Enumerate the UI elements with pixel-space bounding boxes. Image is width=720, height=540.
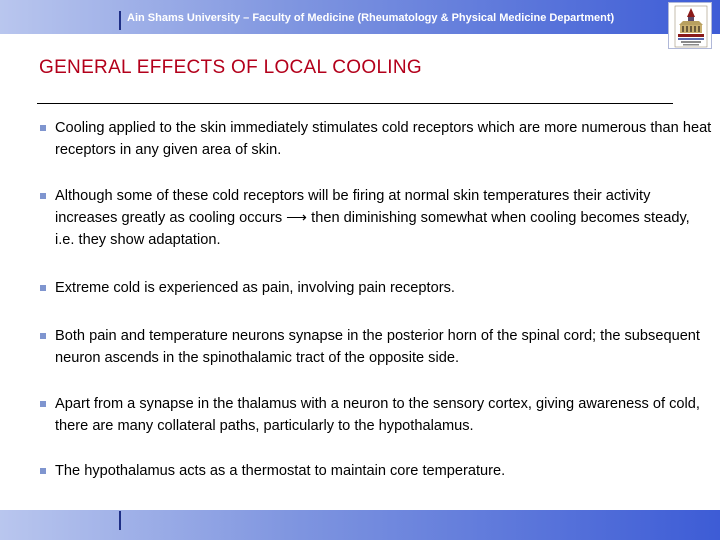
bullet-text: The hypothalamus acts as a thermostat to maintain core temperature. xyxy=(55,463,506,479)
square-bullet-icon xyxy=(40,333,46,339)
title-divider xyxy=(37,103,673,104)
slide-title: GENERAL EFFECTS OF LOCAL COOLING xyxy=(39,57,422,78)
bullet-text: Apart from a synapse in the thalamus with a neuron to the sensory cortex, giving awareness of cold, there are many collateral paths, particularly to the hypothalamus. xyxy=(55,396,700,434)
footer-divider xyxy=(119,511,121,530)
bullet-text: Cooling applied to the skin immediately stimulates cold receptors which are more numerous than heat receptors in any given area of skin. xyxy=(55,120,712,158)
bullet-text: Although some of these cold receptors will be firing at normal skin temperatures their activity increases greatly as cooling occurs ⟶ then diminishing somewhat when cooling becomes steady, i.e. they show adaptation. xyxy=(55,188,690,248)
bullet-text: Both pain and temperature neurons synapse in the posterior horn of the spinal cord; the subsequent neuron ascends in the spinothalamic tract of the opposite side. xyxy=(55,328,700,366)
bullet-text: Extreme cold is experienced as pain, involving pain receptors. xyxy=(55,280,455,296)
bullet-item xyxy=(40,460,712,482)
square-bullet-icon xyxy=(40,193,46,199)
bullet-item xyxy=(40,185,712,251)
header-divider xyxy=(119,11,121,30)
square-bullet-icon xyxy=(40,125,46,131)
bullet-item xyxy=(40,277,712,299)
square-bullet-icon xyxy=(40,401,46,407)
square-bullet-icon xyxy=(40,468,46,474)
university-crest-icon xyxy=(668,2,712,49)
bullet-item xyxy=(40,117,712,161)
bullet-item xyxy=(40,393,712,437)
square-bullet-icon xyxy=(40,285,46,291)
bullet-item xyxy=(40,325,712,369)
header-text: Ain Shams University – Faculty of Medicine (Rheumatology & Physical Medicine Department) xyxy=(127,12,615,24)
footer-bar xyxy=(0,510,720,540)
